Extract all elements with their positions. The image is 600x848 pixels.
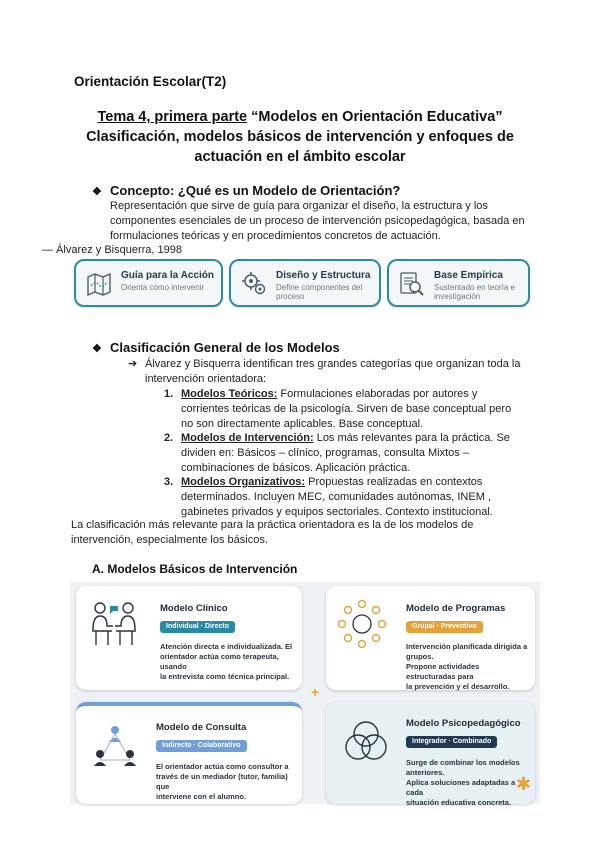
model-description: Surge de combinar los modelos anteriores. Aplica soluciones adaptadas a cada situación educativa concreta. — [406, 758, 520, 807]
model-description: Intervención planificada dirigida a grupos. Propone actividades estructuradas para la prevención y el desarrollo. — [406, 642, 528, 691]
diamond-bullet-icon: ❖ — [92, 343, 102, 355]
arrow-icon: ➔ — [128, 358, 138, 370]
concepto-line: Representación que sirve de guía para organizar el diseño, la estructura y los — [110, 200, 488, 212]
card-subtitle: Define componentes del proceso — [276, 283, 363, 301]
diamond-bullet-icon: ❖ — [92, 186, 102, 198]
asterisk-icon: ✱ — [516, 774, 532, 794]
card-title: Guía para la Acción — [121, 270, 214, 281]
triangle-network-icon — [90, 722, 140, 772]
concepto-line: componentes esenciales de un proceso de intervención psicopedagógica, basada en — [110, 215, 525, 227]
clasificacion-heading-text: Clasificación General de los Modelos — [110, 340, 340, 355]
card-title: Diseño y Estructura — [276, 270, 371, 281]
concepto-heading-text: Concepto: ¿Qué es un Modelo de Orientación? — [110, 183, 401, 198]
card-guia-accion — [74, 259, 223, 307]
map-icon — [84, 269, 114, 299]
list-item: 3. Modelos Organizativos: Propuestas realizadas en contextos determinados. Incluyen MEC, comunidades autónomas, INEM , gabinetes privados y equipos sectoriales. Contexto institucional. — [164, 476, 493, 518]
clasificacion-heading — [92, 340, 340, 355]
title-prefix: Tema 4, primera parte — [97, 109, 248, 125]
model-title: Modelo Psicopedagógico — [406, 718, 521, 729]
model-card-psicopedagogico — [326, 702, 535, 807]
model-tag: Integrador · Combinado — [406, 736, 497, 748]
model-tag: Grupal · Preventivo — [406, 621, 483, 633]
model-title: Modelo de Consulta — [156, 722, 247, 733]
card-base-empirica — [387, 259, 530, 307]
card-title: Base Empírica — [434, 270, 503, 281]
venn-circles-icon — [340, 716, 392, 768]
course-title: Orientación Escolar(T2) — [74, 74, 227, 89]
model-tag: Indirecto · Colaborativo — [156, 740, 247, 752]
list-item: 1. Modelos Teóricos: Formulaciones elaboradas por autores y corrientes teóricas de la psicología. Sirven de base conceptual pero no son directamente aplicables. Base conceptual. — [164, 388, 512, 430]
document-title-line2: Clasificación, modelos básicos de intervención y enfoques de — [86, 129, 514, 145]
model-title: Modelo Clínico — [160, 603, 228, 614]
gears-icon — [239, 269, 269, 299]
model-card-consulta — [76, 702, 302, 804]
people-talking-icon — [84, 598, 144, 653]
list-item: 2. Modelos de Intervención: Los más relevantes para la práctica. Se dividen en: Básicos – clínico, programas, consulta Mixtos – combinaciones de básicos. Aplicación práctica. — [164, 432, 510, 474]
model-card-clinico — [76, 586, 302, 690]
plus-icon: + — [311, 684, 320, 700]
clasificacion-closing: La clasificación más relevante para la práctica orientadora es la de los modelos de intervención, especialmente los básicos. — [71, 519, 474, 546]
model-description: Atención directa e individualizada. El orientador actúa como terapeuta, usando la entrevista como técnica principal. — [160, 642, 293, 681]
card-subtitle: Orienta cómo intervenir — [121, 283, 205, 292]
clasificacion-intro: Álvarez y Bisquerra identifican tres grandes categorías que organizan toda la intervención orientadora: — [145, 358, 521, 385]
modelos-infographic — [70, 582, 540, 807]
document-title-line1 — [40, 107, 560, 127]
title-quoted: “Modelos en Orientación Educativa” — [251, 109, 503, 125]
model-tag: Individual · Directo — [160, 621, 235, 633]
concepto-heading — [92, 183, 400, 198]
group-circle-icon — [336, 598, 388, 650]
citation: — Álvarez y Bisquerra, 1998 — [42, 244, 183, 256]
concepto-line: formulaciones teóricas y en procedimientos concretos de actuación. — [110, 230, 441, 242]
section-a-heading: A. Modelos Básicos de Intervención — [92, 562, 298, 576]
card-subtitle: Sustentado en teoría e investigación — [434, 283, 515, 301]
concepto-definition — [110, 199, 525, 244]
card-diseno-estructura — [229, 259, 381, 307]
document-title-line3: actuación en el ámbito escolar — [194, 149, 406, 165]
model-card-programas — [326, 586, 535, 690]
magnifier-document-icon — [397, 269, 427, 299]
model-description: El orientador actúa como consultor a través de un mediador (tutor, familia) que interviene con el alumno. — [156, 762, 289, 801]
model-title: Modelo de Programas — [406, 603, 506, 614]
